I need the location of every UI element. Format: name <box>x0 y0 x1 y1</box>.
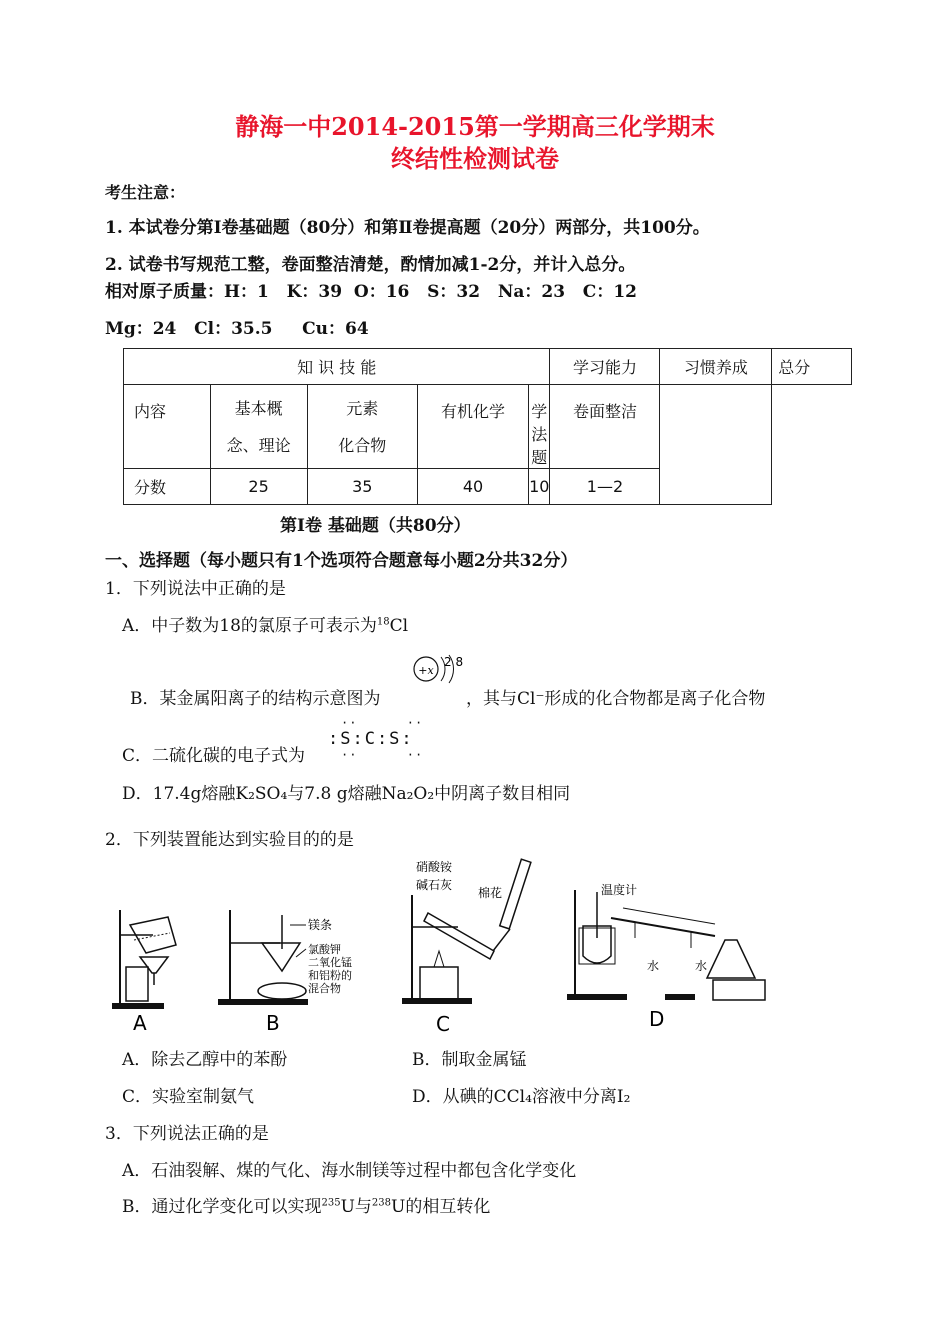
cell-organic: 有机化学 <box>417 385 528 469</box>
fig-c-label: C <box>436 1012 450 1035</box>
fig-d-water-1: 水 <box>647 959 660 973</box>
q3-option-a: A．石油裂解、煤的气化、海水制镁等过程中都包含化学变化 <box>122 1161 577 1181</box>
q2-stem: 2．下列装置能达到实验目的的是 <box>105 830 354 850</box>
q3-b-u1: U与 <box>340 1197 372 1217</box>
q2-option-b: B．制取金属锰 <box>412 1050 527 1070</box>
cs2-top-dots: ·· ·· <box>341 716 424 730</box>
fig-b-label: B <box>266 1011 280 1035</box>
section-heading: 一、选择题（每小题只有1个选项符合题意每小题2分共32分） <box>105 551 578 571</box>
apparatus-a-figure <box>108 905 188 1035</box>
atomic-mass-line2: Mg：24 Cl：35.5 Cu：64 <box>105 319 369 339</box>
table-head-skills: 知 识 技 能 <box>124 349 550 385</box>
notice-item-2: 2. 试卷书写规范工整，卷面整洁清楚，酌情加减1-2分，并计入总分。 <box>105 255 636 275</box>
cell-total-blank <box>660 385 772 505</box>
score-elements: 35 <box>307 469 417 505</box>
cell-study-method: 学法题 <box>529 385 550 469</box>
fig-c-reagent-2: 碱石灰 <box>416 878 453 892</box>
q1-option-b <box>130 684 381 709</box>
cs2-bottom-dots: ·· ·· <box>341 748 424 762</box>
fig-d-thermometer: 温度计 <box>601 883 638 897</box>
row-label-content: 内容 <box>124 385 211 469</box>
row-label-score: 分数 <box>124 469 211 505</box>
exam-title-line2: 终结性检测试卷 <box>391 144 559 173</box>
q3-b-pre: B．通过化学变化可以实现 <box>122 1197 322 1217</box>
q3-stem: 3．下列说法正确的是 <box>105 1124 269 1144</box>
q3-b-u2: U的相互转化 <box>391 1197 491 1217</box>
ion-nucleus-label: +x <box>418 664 434 677</box>
apparatus-d-figure <box>565 878 775 1033</box>
cell-elements <box>307 385 417 469</box>
ion-structure-diagram <box>408 651 463 701</box>
q1-a-text: A．中子数为18的氯原子可表示为 <box>122 616 377 636</box>
fig-d-label: D <box>649 1007 665 1031</box>
q1-stem: 1．下列说法中正确的是 <box>105 579 286 599</box>
fig-c-cotton: 棉花 <box>478 886 503 900</box>
q1-option-d: D．17.4g熔融K₂SO₄与7.8 g熔融Na₂O₂中阴离子数目相同 <box>122 784 571 804</box>
score-basic: 25 <box>210 469 307 505</box>
part1-title: 第Ⅰ卷 基础题（共80分） <box>280 516 471 536</box>
q2-option-d: D．从碘的CCl₄溶液中分离I₂ <box>412 1087 631 1107</box>
cell-basic-concepts-l1: 基本概 <box>234 398 283 418</box>
notice-item-1: 1. 本试卷分第Ⅰ卷基础题（80分）和第Ⅱ卷提高题（20分）两部分，共100分。 <box>105 218 710 238</box>
q3-b-sup-238: 238 <box>371 1197 392 1209</box>
score-study: 10 <box>529 469 550 505</box>
apparatus-c-figure <box>398 855 548 1035</box>
table-head-ability: 学习能力 <box>550 349 660 385</box>
atomic-mass-line1: 相对原子质量：H：1 K：39 O：16 S：32 Na：23 C：12 <box>105 282 637 302</box>
table-head-habit: 习惯养成 <box>660 349 772 385</box>
fig-b-mix-1: 氯酸钾 <box>308 943 341 956</box>
fig-c-reagent-1: 硝酸铵 <box>416 860 453 874</box>
score-table <box>123 348 852 505</box>
cs2-electron-formula <box>328 716 428 766</box>
q1-option-a <box>122 611 408 636</box>
q1-b-text: B．某金属阳离子的结构示意图为 <box>130 689 381 709</box>
fig-b-mix-3: 和铝粉的 <box>308 969 352 982</box>
q2-option-a: A．除去乙醇中的苯酚 <box>122 1050 288 1070</box>
q1-a-symbol: Cl <box>389 616 409 636</box>
apparatus-b-figure <box>210 905 370 1035</box>
q3-option-b <box>122 1192 490 1217</box>
q1-a-mass-number: 18 <box>376 616 390 628</box>
fig-d-water-2: 水 <box>695 959 708 973</box>
cell-basic-concepts <box>210 385 307 469</box>
ion-shell-electrons: 2 8 <box>444 655 463 669</box>
exam-title-line1: 静海一中2014-2015第一学期高三化学期末 <box>235 112 715 141</box>
score-neatness: 1—2 <box>550 469 660 505</box>
fig-b-mix-4: 混合物 <box>308 982 341 995</box>
q2-option-c: C．实验室制氨气 <box>122 1087 255 1107</box>
fig-a-label: A <box>133 1011 147 1035</box>
fig-b-mix-2: 二氧化锰 <box>308 956 352 969</box>
notice-heading: 考生注意： <box>105 183 186 202</box>
q1-option-c: C．二硫化碳的电子式为 <box>122 746 306 766</box>
cell-basic-concepts-l2: 念、理论 <box>226 435 291 455</box>
cell-neatness: 卷面整洁 <box>550 385 660 469</box>
cs2-formula-text: :S:C:S: <box>328 729 414 749</box>
table-head-total: 总分 <box>772 349 852 385</box>
q1-b-after: ，其与Cl⁻形成的化合物都是离子化合物 <box>466 689 766 709</box>
q3-b-sup-235: 235 <box>321 1197 341 1209</box>
score-organic: 40 <box>417 469 528 505</box>
fig-b-mg-strip: 镁条 <box>308 918 333 932</box>
cell-elements-l2: 化合物 <box>338 435 387 455</box>
cell-elements-l1: 元素 <box>346 398 379 418</box>
